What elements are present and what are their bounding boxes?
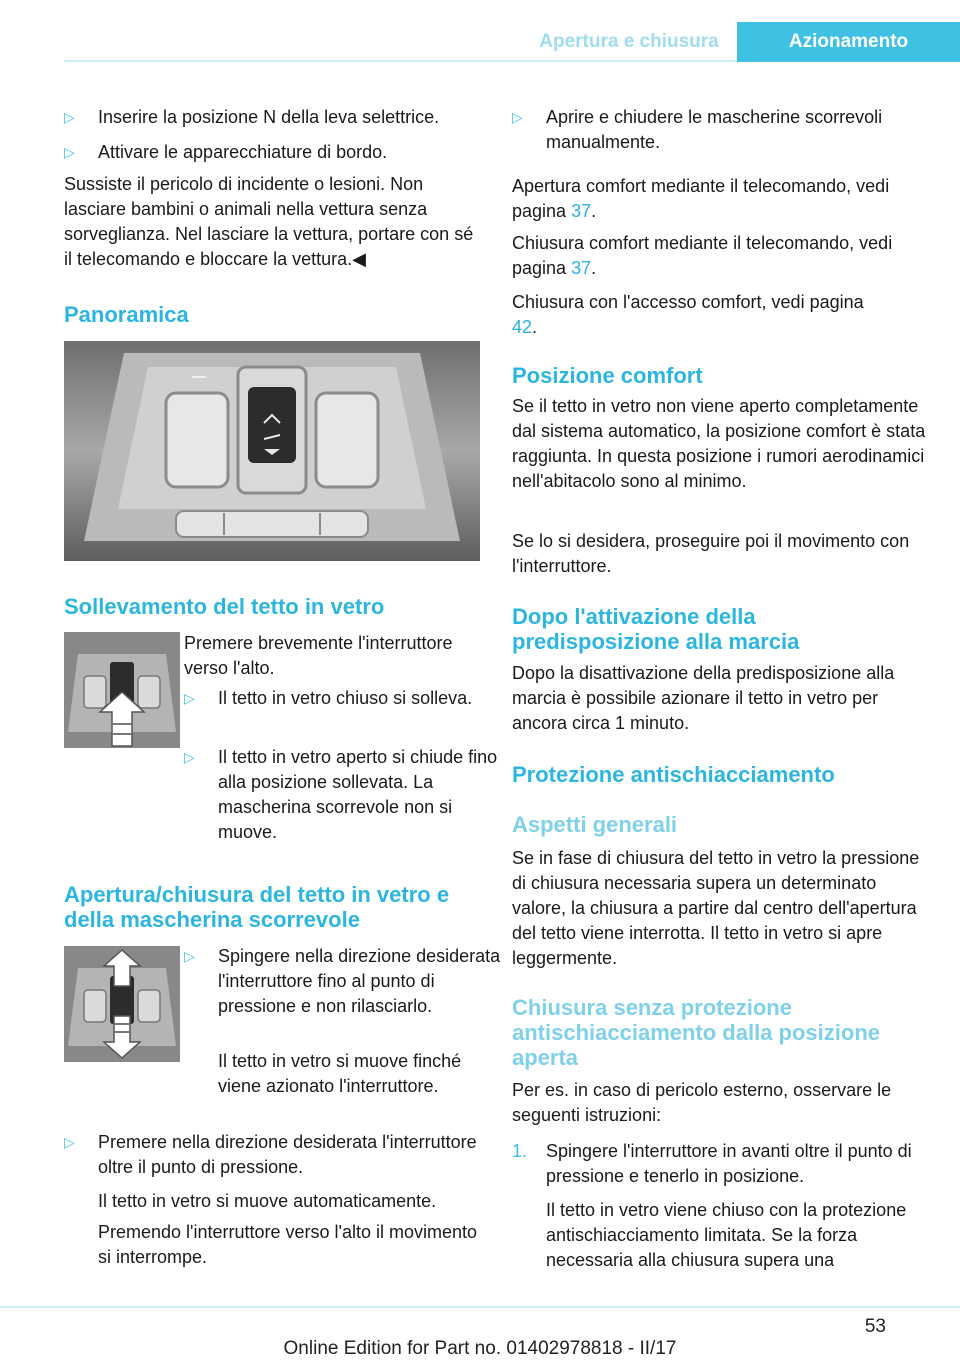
- bullet-item: ▷ Spingere nella direzione desiderata l'interruttore fino al punto di pressione e non rilasciarlo.: [184, 946, 501, 1016]
- numbered-step: 1. Spingere l'interruttore in avanti oltre il punto di pressione e tenerlo in posizione.: [512, 1141, 912, 1186]
- bullet-triangle-icon: ▷: [512, 109, 523, 125]
- header-section-title: Apertura e chiusura: [539, 31, 719, 52]
- bullet-item: ▷ Il tetto in vetro aperto si chiude fino alla posizione sollevata. La mascherina scorrevole non si muove.: [184, 747, 498, 842]
- switch-updown-photo: [64, 946, 180, 1062]
- comfort-close-text: Chiusura comfort mediante il telecomando, vedi pagina 37.: [512, 233, 893, 278]
- heading-protezione: Protezione antischiacciamento: [512, 762, 835, 787]
- heading-sollevamento: Sollevamento del tetto in vetro: [64, 594, 385, 619]
- page-link[interactable]: 42: [512, 317, 533, 337]
- page-number: 53: [864, 1316, 886, 1337]
- footer-rule: [0, 1306, 960, 1308]
- bullet-triangle-icon: ▷: [184, 690, 195, 706]
- dopo-text: Dopo la disattivazione della predisposizione alla marcia è possibile azionare il tetto in vetro per ancora circa 1 minuto.: [512, 663, 895, 733]
- aspetti-text: Se in fase di chiusura del tetto in vetro la pressione di chiusura necessaria supera un determinato valore, la chiusura a partire dal centro dell'apertura del tetto viene interrotta. Il tetto in vetro si apre leggermente.: [512, 848, 920, 968]
- apertura-stop-text: Premendo l'interruttore verso l'alto il movimento si interrompe.: [98, 1222, 478, 1267]
- warning-text: Sussiste il pericolo di incidente o lesioni. Non lasciare bambini o animali nella vettura senza sorveglianza. Nel lasciare la vettura, portare con sé il telecomando e bloccare la vettura.◀: [64, 174, 474, 269]
- comfort-access-text: Chiusura con l'accesso comfort, vedi pagina 42.: [512, 292, 864, 337]
- edition-footer: Online Edition for Part no. 01402978818 - II/17: [283, 1338, 677, 1359]
- heading-chiusura-senza-protezione: Chiusura senza protezione antischiacciamento dalla posizione aperta: [512, 995, 880, 1070]
- switch-up-photo: [64, 632, 180, 748]
- bullet-triangle-icon: ▷: [184, 948, 195, 964]
- posizione-text-2: Se lo si desidera, proseguire poi il movimento con l'interruttore.: [512, 531, 910, 576]
- page-link[interactable]: 37: [571, 201, 592, 221]
- overview-photo: [64, 341, 480, 561]
- bullet-triangle-icon: ▷: [64, 109, 75, 125]
- heading-aspetti-generali: Aspetti generali: [512, 812, 678, 837]
- heading-apertura: Apertura/chiusura del tetto in vetro e della mascherina scorrevole: [64, 882, 450, 932]
- comfort-open-text: Apertura comfort mediante il telecomando, vedi pagina 37.: [512, 176, 890, 221]
- step-note: Il tetto in vetro viene chiuso con la protezione antischiacciamento limitata. Se la forza necessaria alla chiusura supera una: [546, 1200, 907, 1270]
- page-link[interactable]: 37: [571, 258, 592, 278]
- step-number: 1.: [512, 1141, 528, 1161]
- bullet-triangle-icon: ▷: [64, 144, 75, 160]
- bullet-item: ▷ Attivare le apparecchiature di bordo.: [64, 140, 514, 165]
- chiusura-text: Per es. in caso di pericolo esterno, osservare le seguenti istruzioni:: [512, 1080, 892, 1125]
- heading-posizione-comfort: Posizione comfort: [512, 363, 703, 388]
- bullet-item: ▷ Premere nella direzione desiderata l'interruttore oltre il punto di pressione.: [64, 1132, 477, 1177]
- bullet-triangle-icon: ▷: [64, 1134, 75, 1150]
- heading-dopo-attivazione: Dopo l'attivazione della predisposizione alla marcia: [512, 604, 800, 654]
- header-chapter-tab: Azionamento: [737, 22, 960, 62]
- apertura-note: Il tetto in vetro si muove finché viene azionato l'interruttore.: [218, 1051, 462, 1096]
- sollevamento-text: Premere brevemente l'interruttore verso l'alto.: [184, 633, 453, 678]
- heading-panoramica: Panoramica: [64, 302, 189, 327]
- bullet-item: ▷ Inserire la posizione N della leva selettrice.: [64, 105, 514, 130]
- posizione-text: Se il tetto in vetro non viene aperto completamente dal sistema automatico, la posizione comfort è stata raggiunta. In questa posizione i rumori aerodinamici nell'abitacolo sono al minimo.: [512, 396, 926, 491]
- bullet-item: ▷ Aprire e chiudere le mascherine scorrevoli manualmente.: [512, 107, 883, 152]
- apertura-auto-text: Il tetto in vetro si muove automaticamente.: [98, 1191, 437, 1211]
- bullet-triangle-icon: ▷: [184, 749, 195, 765]
- bullet-item: ▷ Il tetto in vetro chiuso si solleva.: [184, 686, 514, 711]
